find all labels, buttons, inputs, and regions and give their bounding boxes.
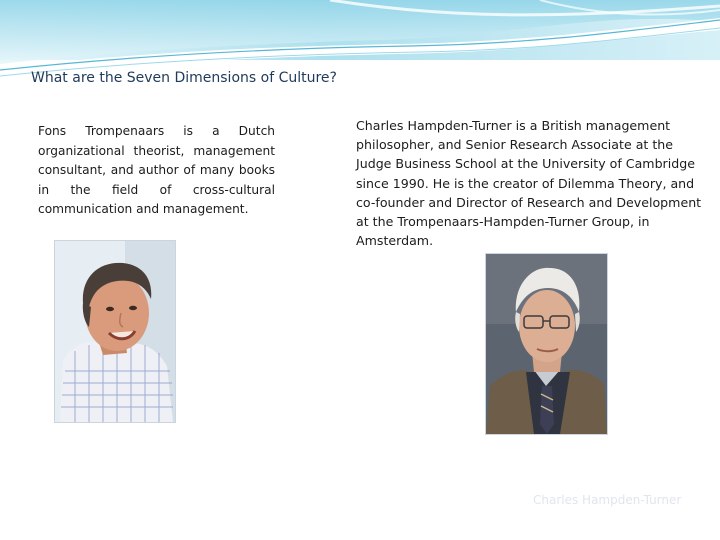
hampden-turner-bio: Charles Hampden-Turner is a British management philosopher, and Senior Research Associate at the Judge Business School at the University of Cambridge since 1990. He is the creator of Dilemma Theory, and co-founder and Director of Research and Development at the Trompenaars-Hampden-Turner Group, in Amsterdam. <box>356 118 702 249</box>
slide-title: What are the Seven Dimensions of Culture? <box>31 70 337 86</box>
portrait-icon <box>55 241 175 422</box>
photo-caption-faint: Charles Hampden-Turner <box>533 493 682 507</box>
hampden-turner-photo <box>485 253 608 435</box>
trompenaars-photo <box>54 240 176 423</box>
portrait-icon <box>486 254 607 434</box>
trompenaars-bio: Fons Trompenaars is a Dutch organizational theorist, management consultant, and author of many books in the field of cross-cultural communication and management. <box>38 124 275 216</box>
